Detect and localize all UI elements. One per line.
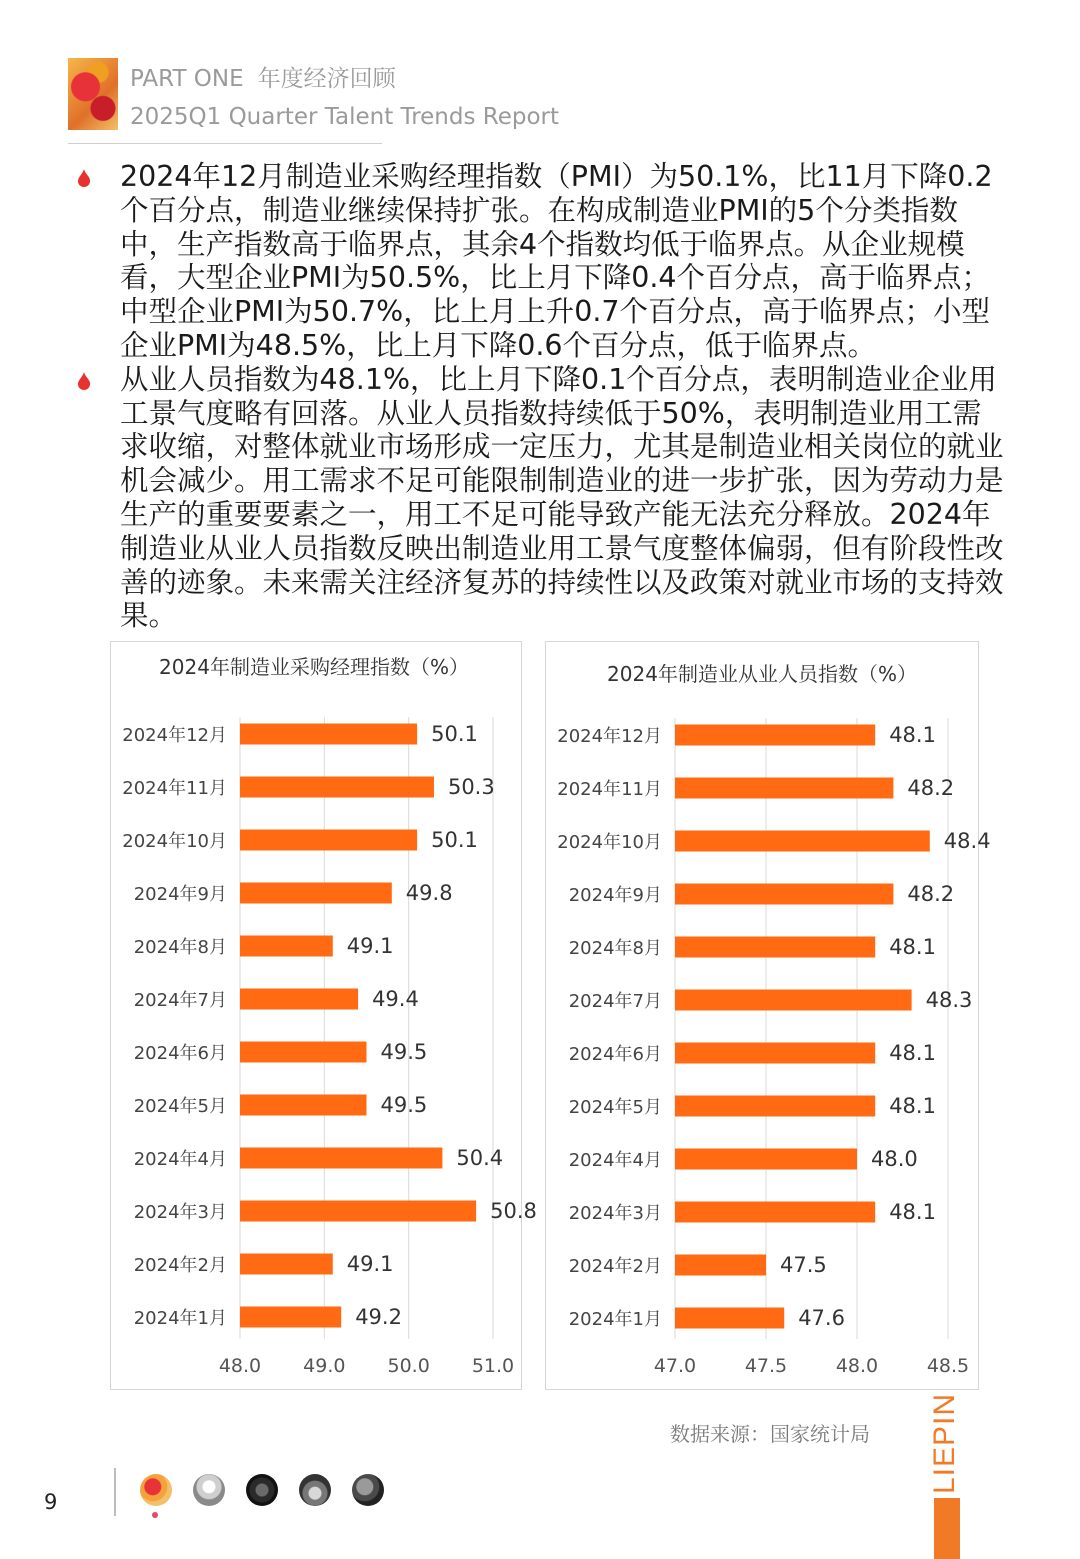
bar [240, 1042, 367, 1063]
category-label: 2024年3月 [133, 1202, 227, 1223]
category-label: 2024年9月 [133, 884, 227, 905]
data-source: 数据来源：国家统计局 [670, 1422, 870, 1446]
pmi-chart-panel [110, 641, 537, 1390]
x-tick-label: 48.5 [926, 1355, 970, 1377]
flame-bullet-icon [76, 371, 92, 391]
bar [675, 778, 893, 799]
category-label: 2024年8月 [568, 938, 662, 959]
category-label: 2024年7月 [568, 991, 662, 1012]
bar [240, 777, 434, 798]
bar [675, 1096, 875, 1117]
employment-chart-panel [545, 641, 991, 1390]
value-label: 49.4 [372, 987, 419, 1011]
category-label: 2024年12月 [122, 725, 227, 746]
value-label: 50.3 [447, 775, 495, 799]
bar [240, 724, 417, 745]
nav-thumb-1[interactable] [140, 1474, 172, 1506]
value-label: 48.3 [925, 988, 973, 1012]
page-number: 9 [44, 1490, 58, 1514]
category-label: 2024年11月 [557, 779, 662, 800]
section-label: 年度经济回顾 [257, 66, 396, 92]
bar [675, 1308, 784, 1329]
category-label: 2024年6月 [133, 1043, 227, 1064]
nav-thumb-2[interactable] [193, 1474, 225, 1506]
category-label: 2024年10月 [557, 832, 662, 853]
category-label: 2024年12月 [557, 726, 662, 747]
category-label: 2024年10月 [122, 831, 227, 852]
chart-title: 2024年制造业从业人员指数（%） [607, 662, 917, 686]
value-label: 48.1 [889, 935, 936, 959]
nav-thumb-4[interactable] [299, 1474, 331, 1506]
bar [675, 831, 930, 852]
bar [240, 989, 358, 1010]
value-label: 49.8 [405, 881, 453, 905]
category-label: 2024年5月 [133, 1096, 227, 1117]
value-label: 48.1 [889, 1094, 936, 1118]
value-label: 48.1 [889, 1041, 936, 1065]
bullet-list [74, 160, 1004, 633]
bar [675, 990, 912, 1011]
bar [240, 1148, 442, 1169]
nav-thumb-5[interactable] [352, 1474, 384, 1506]
bar [675, 1149, 857, 1170]
category-label: 2024年6月 [568, 1044, 662, 1065]
value-label: 50.8 [490, 1199, 537, 1223]
header-divider [68, 143, 382, 144]
bar [675, 1043, 875, 1064]
bar [675, 937, 875, 958]
x-tick-label: 50.0 [387, 1355, 430, 1377]
x-tick-label: 47.5 [744, 1355, 788, 1377]
bar [675, 1255, 766, 1276]
value-label: 49.1 [346, 934, 394, 958]
bullet-text: 2024年12月制造业采购经理指数（PMI）为50.1%，比11月下降0.2个百分点，制造业继续保持扩张。在构成制造业PMI的5个分类指数中，生产指数高于临界点，其余4个指数均低于临界点。从企业规模看，大型企业PMI为50.5%，比上月下降0.4个百分点，高于临界点；中型企业PMI为50.7%，比上月上升0.7个百分点，高于临界点；小型企业PMI为48.5%，比上月下降0.6个百分点，低于临界点。 [120, 160, 993, 362]
category-label: 2024年4月 [133, 1149, 227, 1170]
employment-bar-chart [546, 642, 991, 1389]
flame-bullet-icon [76, 168, 92, 188]
chart-title: 2024年制造业采购经理指数（%） [159, 655, 469, 679]
value-label: 49.1 [346, 1252, 394, 1276]
bar [675, 884, 893, 905]
x-tick-label: 47.0 [653, 1355, 697, 1377]
value-label: 47.6 [798, 1306, 845, 1330]
category-label: 2024年9月 [568, 885, 662, 906]
bar [240, 1095, 367, 1116]
category-label: 2024年3月 [568, 1203, 662, 1224]
value-label: 47.5 [780, 1253, 827, 1277]
value-label: 49.2 [355, 1305, 402, 1329]
value-label: 48.1 [889, 723, 936, 747]
bullet-text: 从业人员指数为48.1%，比上月下降0.1个百分点，表明制造业企业用工景气度略有回落。从业人员指数持续低于50%，表明制造业用工需求收缩，对整体就业市场形成一定压力，尤其是制造业相关岗位的就业机会减少。用工需求不足可能限制制造业的进一步扩张，因为劳动力是生产的重要要素之一，用工不足可能导致产能无法充分释放。2024年制造业从业人员指数反映出制造业用工景气度整体偏弱，但有阶段性改善的迹象。未来需关注经济复苏的持续性以及政策对就业市场的支持效果。 [120, 362, 1004, 633]
pmi-bar-chart [111, 642, 537, 1389]
liepin-logo [928, 1390, 961, 1494]
category-label: 2024年2月 [568, 1256, 662, 1277]
bar [240, 883, 392, 904]
category-label: 2024年2月 [133, 1255, 227, 1276]
value-label: 48.2 [907, 776, 955, 800]
value-label: 50.1 [431, 828, 478, 852]
value-label: 50.1 [431, 722, 478, 746]
value-label: 48.0 [871, 1147, 918, 1171]
bar [675, 1202, 875, 1223]
category-label: 2024年1月 [568, 1309, 662, 1330]
value-label: 48.1 [889, 1200, 936, 1224]
x-tick-label: 49.0 [303, 1355, 346, 1377]
x-tick-label: 48.0 [835, 1355, 879, 1377]
footer-divider [114, 1468, 116, 1516]
bullet-item [74, 363, 1004, 633]
active-page-indicator [152, 1512, 158, 1518]
value-label: 49.5 [380, 1040, 428, 1064]
category-label: 2024年1月 [133, 1308, 227, 1329]
bullet-item [74, 160, 1004, 363]
value-label: 50.4 [456, 1146, 504, 1170]
bar [240, 1307, 341, 1328]
brand-bar [934, 1498, 960, 1559]
category-label: 2024年4月 [568, 1150, 662, 1171]
category-label: 2024年8月 [133, 937, 227, 958]
report-title: 2025Q1 Quarter Talent Trends Report [130, 104, 560, 130]
bar [240, 1254, 333, 1275]
value-label: 49.5 [380, 1093, 428, 1117]
x-tick-label: 48.0 [218, 1355, 262, 1377]
nav-thumb-3[interactable] [246, 1474, 278, 1506]
part-label: PART ONE [130, 66, 244, 92]
value-label: 48.2 [907, 882, 955, 906]
value-label: 48.4 [943, 829, 991, 853]
bar [240, 1201, 476, 1222]
x-tick-label: 51.0 [471, 1355, 515, 1377]
bar [675, 725, 875, 746]
category-label: 2024年5月 [568, 1097, 662, 1118]
bar [240, 936, 333, 957]
category-label: 2024年11月 [122, 778, 227, 799]
brand-text: LIEPIN [928, 1392, 961, 1494]
category-label: 2024年7月 [133, 990, 227, 1011]
bar [240, 830, 417, 851]
header-thumbnail-image [68, 58, 118, 130]
header-part [130, 60, 396, 93]
